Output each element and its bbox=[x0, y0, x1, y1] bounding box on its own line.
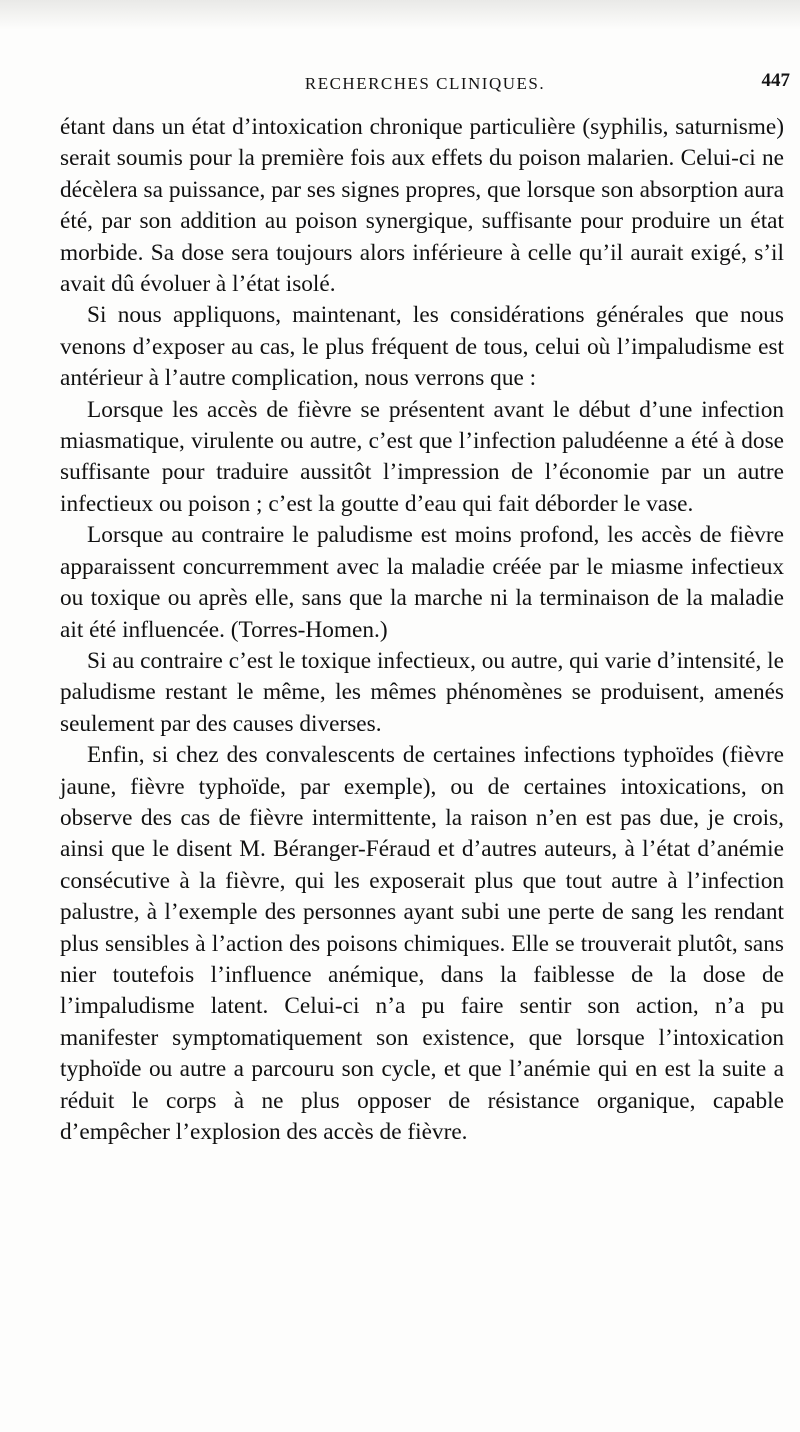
page-number: 447 bbox=[761, 70, 790, 91]
scan-edge-shadow bbox=[0, 0, 800, 30]
running-head: RECHERCHES CLINIQUES. bbox=[304, 74, 546, 93]
paragraph: Enfin, si chez des convalescents de certaines infections typhoïdes (fièvre jaune, fièvre typhoïde, par exemple), ou de certaines intoxications, on observe des cas de fièvre intermittente, la raison n’en est pas due, je crois, ainsi que le disent M. Béranger-Féraud et d’autres auteurs, à l’état d’anémie consécutive à la fièvre, qui les exposerait plus que tout autre à l’infection palustre, à l’exemple des personnes ayant subi une perte de sang les rendant plus sensibles à l’action des poisons chimiques. Elle se trouverait plutôt, sans nier toutefois l’influence anémique, dans la faiblesse de la dose de l’impaludisme latent. Celui-ci n’a pu faire sentir son action, n’a pu manifester symptomatiquement son existence, que lorsque l’intoxication typhoïde ou autre a parcouru son cycle, et que l’anémie qui en est la suite a réduit le corps à ne plus opposer de résistance organique, capable d’empêcher l’explosion des accès de fièvre. bbox=[60, 742, 784, 1145]
paragraph-continued: étant dans un état d’intoxication chronique particulière (syphilis, saturnisme) serait soumis pour la première fois aux effets du poison malarien. Celui-ci ne décèlera sa puissance, par ses signes propres, que lorsque son absorption aura été, par son addition au poison synergique, suffisante pour produire un état morbide. Sa dose sera toujours alors inférieure à celle qu’il aurait exigé, s’il avait dû évoluer à l’état isolé. bbox=[60, 114, 784, 298]
page-header bbox=[60, 68, 790, 98]
paragraph: Lorsque les accès de fièvre se présentent avant le début d’une infection miasmatique, virulente ou autre, c’est que l’infection paludéenne a été à dose suffisante pour traduire aussitôt l’impression de l’économie par un autre infectieux ou poison ; c’est la goutte d’eau qui fait déborder le vase. bbox=[60, 396, 784, 517]
paragraph: Lorsque au contraire le paludisme est moins profond, les accès de fièvre apparaissent concurremment avec la maladie créée par le miasme infectieux ou toxique ou après elle, sans que la marche ni la terminaison de la maladie ait été influencée. (Torres-Homen.) bbox=[60, 522, 784, 643]
paragraph: Si au contraire c’est le toxique infectieux, ou autre, qui varie d’intensité, le paludisme restant le même, les mêmes phénomènes se produisent, amenés seulement par des causes diverses. bbox=[60, 647, 784, 737]
paragraph: Si nous appliquons, maintenant, les considérations générales que nous venons d’exposer au cas, le plus fréquent de tous, celui où l’impaludisme est antérieur à l’autre complication, nous verrons que : bbox=[60, 302, 784, 392]
body-text bbox=[60, 112, 784, 1148]
